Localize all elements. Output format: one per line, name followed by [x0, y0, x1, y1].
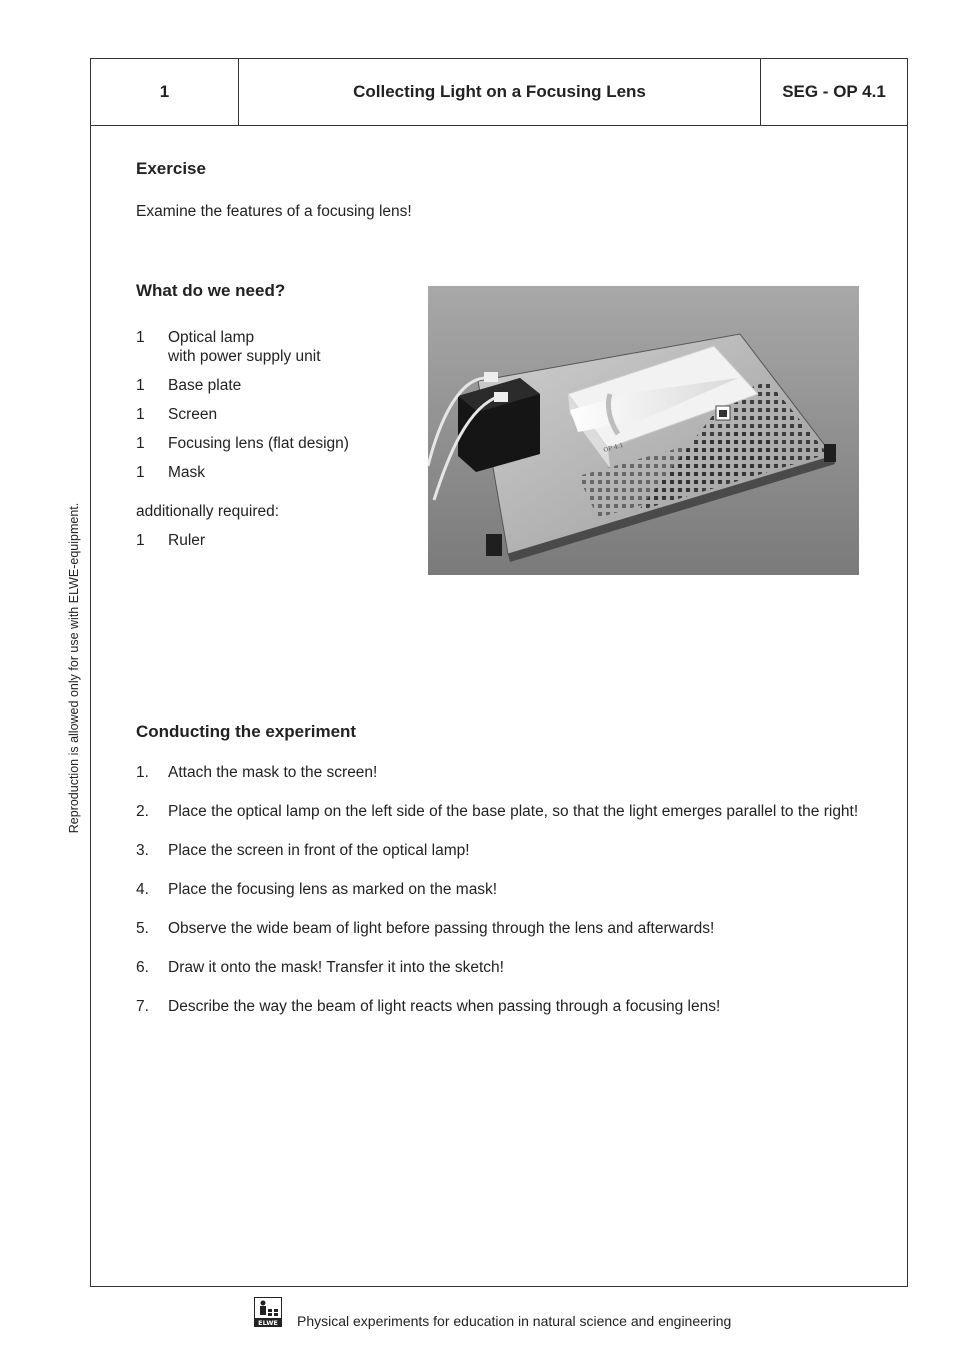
equipment-list	[136, 328, 416, 560]
step-number: 1.	[136, 764, 149, 781]
sheet-number: 1	[91, 59, 239, 125]
step-text: Describe the way the beam of light reacts when passing through a focusing lens!	[168, 998, 721, 1015]
list-item	[136, 531, 416, 550]
list-item	[136, 328, 416, 366]
additional-label: additionally required:	[136, 503, 280, 520]
step-text: Draw it onto the mask! Transfer it into the sketch!	[168, 959, 504, 976]
exercise-text: Examine the features of a focusing lens!	[136, 203, 412, 220]
item-qty: 1	[136, 464, 145, 481]
item-name: Optical lamp	[168, 329, 255, 346]
list-item	[136, 958, 864, 978]
list-item	[136, 405, 416, 424]
step-number: 2.	[136, 803, 149, 820]
list-item	[136, 376, 416, 395]
footer-text: Physical experiments for education in natural science and engineering	[297, 1313, 732, 1329]
list-item	[136, 997, 864, 1017]
item-qty: 1	[136, 377, 145, 394]
list-item	[136, 919, 864, 939]
item-qty: 1	[136, 329, 145, 346]
page-frame	[90, 58, 908, 1287]
list-item	[136, 763, 864, 783]
item-name: Ruler	[168, 532, 206, 549]
list-item	[136, 802, 864, 822]
list-item	[136, 841, 864, 861]
elwe-logo-icon	[254, 1297, 282, 1327]
logo-text: ELWE	[258, 1319, 278, 1327]
experiment-setup-illustration	[428, 286, 859, 575]
step-text: Place the optical lamp on the left side of the base plate, so that the light emerges parallel to the right!	[168, 803, 859, 820]
conducting-heading: Conducting the experiment	[136, 722, 357, 741]
step-number: 3.	[136, 842, 149, 859]
item-qty: 1	[136, 532, 145, 549]
step-number: 4.	[136, 881, 149, 898]
step-text: Place the focusing lens as marked on the mask!	[168, 881, 498, 898]
step-number: 7.	[136, 998, 149, 1015]
step-text: Place the screen in front of the optical lamp!	[168, 842, 470, 859]
exercise-heading: Exercise	[136, 159, 206, 178]
sheet-code: SEG - OP 4.1	[782, 82, 886, 101]
needs-heading: What do we need?	[136, 281, 286, 300]
step-number: 6.	[136, 959, 149, 976]
list-item	[136, 880, 864, 900]
item-qty: 1	[136, 435, 145, 452]
item-name: Screen	[168, 406, 218, 423]
list-item	[136, 434, 416, 453]
page-title: Collecting Light on a Focusing Lens	[239, 59, 761, 125]
experiment-photo	[428, 286, 859, 575]
reproduction-note: Reproduction is allowed only for use with ELWE-equipment.	[67, 502, 81, 834]
header-row	[91, 59, 907, 126]
item-subtext: with power supply unit	[168, 348, 321, 365]
item-name: Base plate	[168, 377, 242, 394]
step-number: 5.	[136, 920, 149, 937]
list-item	[136, 463, 416, 482]
item-qty: 1	[136, 406, 145, 423]
mask-caption: OP 4.1	[602, 441, 625, 454]
step-text: Attach the mask to the screen!	[168, 764, 378, 781]
procedure-steps	[136, 763, 864, 1036]
item-name: Mask	[168, 464, 206, 481]
item-name: Focusing lens (flat design)	[168, 435, 349, 452]
step-text: Observe the wide beam of light before passing through the lens and afterwards!	[168, 920, 715, 937]
